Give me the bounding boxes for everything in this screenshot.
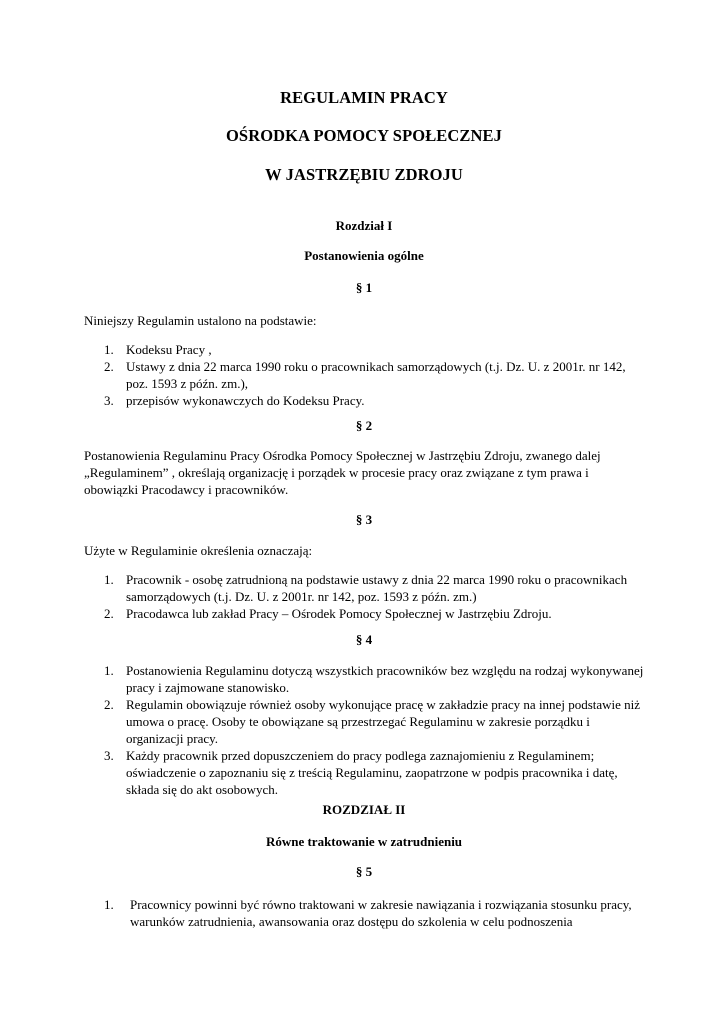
list-item-number: 2. [104,606,114,621]
list-item-number: 1. [104,342,114,357]
list-item-number: 3. [104,393,114,408]
list-item [84,662,644,696]
list-item-number: 2. [104,697,114,712]
list-item-number: 2. [104,359,114,374]
section4-list [84,662,644,798]
list-item [84,341,644,358]
list-item-text: Każdy pracownik przed dopuszczeniem do pracy podlega zaznajomieniu z Regulaminem; oświadczenie o zapoznaniu się z treścią Regulaminu, zaopatrzone w podpis pracownika i datę, składa się do akt osobowych. [126,748,618,797]
list-item-text: Pracodawca lub zakład Pracy – Ośrodek Pomocy Społecznej w Jastrzębiu Zdroju. [126,606,552,621]
document-title-line1: REGULAMIN PRACY [280,88,448,107]
section3-symbol: § 3 [355,512,373,527]
list-item-text: Ustawy z dnia 22 marca 1990 roku o pracownikach samorządowych (t.j. Dz. U. z 2001r. nr 142, poz. 1593 z późn. zm.), [126,359,626,391]
list-item-number: 1. [104,572,114,587]
list-item [84,358,644,392]
section1-intro: Niniejszy Regulamin ustalono na podstawie: [84,313,317,328]
list-item [84,605,644,622]
section3-list [84,571,644,622]
document-title-line3: W JASTRZĘBIU ZDROJU [265,165,463,184]
list-item-text: Postanowienia Regulaminu dotyczą wszystkich pracowników bez względu na rodzaj wykonywanej pracy i zajmowane stanowisko. [126,663,644,695]
list-item [84,392,644,409]
section5-symbol: § 5 [355,864,373,879]
chapter1-label: Rozdział I [335,218,393,233]
list-item [84,747,644,798]
list-item-number: 1. [104,897,114,912]
list-item-text: przepisów wykonawczych do Kodeksu Pracy. [126,393,365,408]
list-item-text: Pracownik - osobę zatrudnioną na podstawie ustawy z dnia 22 marca 1990 roku o pracownikach samorządowych (t.j. Dz. U. z 2001r. nr 142, poz. 1593 z późn. zm.) [126,572,628,604]
section1-list [84,341,644,409]
list-item [84,696,644,747]
chapter2-label: ROZDZIAŁ II [322,802,406,817]
section5-list [84,896,644,930]
list-item-number: 3. [104,748,114,763]
section1-symbol: § 1 [355,280,373,295]
list-item [84,571,644,605]
list-item [84,896,644,930]
section2-symbol: § 2 [355,418,373,433]
list-item-text: Kodeksu Pracy , [126,342,212,357]
chapter2-subtitle: Równe traktowanie w zatrudnieniu [265,834,463,849]
section4-symbol: § 4 [355,632,373,647]
list-item-text: Pracownicy powinni być równo traktowani w zakresie nawiązania i rozwiązania stosunku pracy, warunków zatrudnienia, awansowania oraz dostępu do szkolenia w celu podnoszenia [130,897,632,929]
document-title-line2: OŚRODKA POMOCY SPOŁECZNEJ [226,126,502,145]
list-item-number: 1. [104,663,114,678]
section3-intro: Użyte w Regulaminie określenia oznaczają: [84,543,313,558]
section2-text: Postanowienia Regulaminu Pracy Ośrodka Pomocy Społecznej w Jastrzębiu Zdroju, zwanego dalej „Regulaminem” , określają organizację i porządek w procesie pracy oraz związane z tym prawa i obowiązki Pracodawcy i pracowników. [84,448,601,497]
list-item-text: Regulamin obowiązuje również osoby wykonujące pracę w zakładzie pracy na innej podstawie niż umowa o pracę. Osoby te obowiązane są przestrzegać Regulaminu w zakresie porządku i organizacji pracy. [126,697,641,746]
chapter1-subtitle: Postanowienia ogólne [304,248,424,263]
